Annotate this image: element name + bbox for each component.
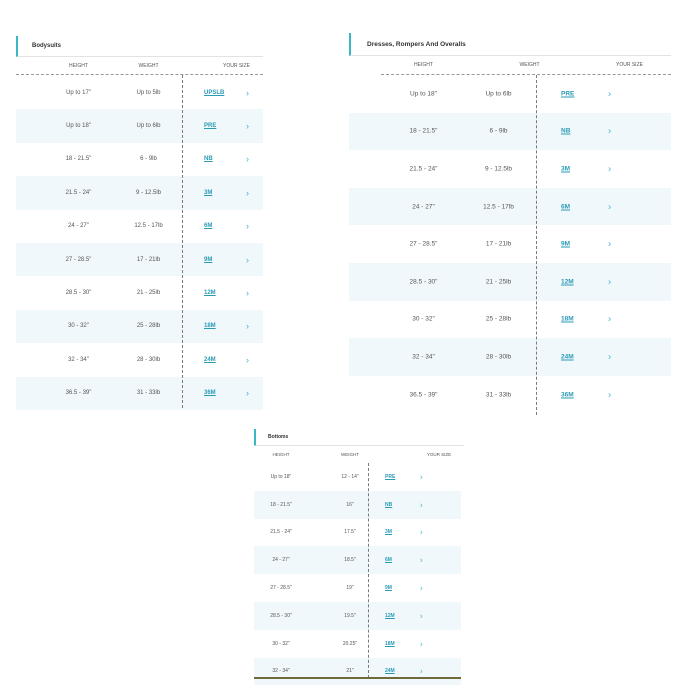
weight-cell: 17 - 21lb [136, 256, 161, 263]
chevron-right-icon[interactable]: › [246, 221, 249, 232]
weight-cell: 31 - 33lb [485, 391, 512, 399]
size-row[interactable] [16, 276, 263, 309]
height-cell: 28.5 - 30" [270, 612, 292, 619]
size-row[interactable] [349, 301, 671, 339]
weight-header: WEIGHT [341, 451, 359, 457]
column-headers [381, 56, 671, 75]
weight-cell: 21" [346, 668, 354, 675]
weight-cell: 17 - 21lb [485, 240, 512, 248]
size-row[interactable] [254, 546, 461, 574]
size-link[interactable]: 6M [204, 223, 213, 230]
weight-cell: 6 - 9lb [489, 127, 508, 135]
size-row[interactable] [254, 519, 461, 547]
height-cell: 36.5 - 39" [65, 390, 92, 397]
height-cell: Up to 18" [270, 473, 292, 480]
panel-title-text: Bottoms [268, 434, 289, 440]
height-cell: 18 - 21.5" [409, 127, 438, 135]
height-cell: 24 - 27" [272, 557, 290, 564]
weight-cell: Up to 6lb [136, 123, 161, 130]
height-cell: 27 - 28.5" [270, 585, 292, 592]
height-cell: Up to 18" [66, 123, 91, 130]
size-row[interactable] [16, 76, 263, 109]
column-divider [368, 463, 369, 678]
weight-header: WEIGHT [138, 62, 159, 69]
weight-header: WEIGHT [519, 62, 540, 68]
panel-title-text: Dresses, Rompers And Overalls [367, 40, 466, 48]
size-link[interactable]: 18M [385, 640, 395, 647]
weight-cell: 12.5 - 17lb [483, 203, 514, 211]
size-row[interactable] [254, 463, 461, 491]
column-headers [254, 446, 464, 462]
size-link[interactable]: 18M [561, 315, 574, 323]
height-cell: 30 - 32" [68, 323, 89, 330]
height-cell: 30 - 32" [412, 315, 435, 323]
chevron-right-icon[interactable]: › [246, 187, 249, 198]
size-link[interactable]: NB [385, 501, 393, 508]
column-divider [182, 75, 183, 408]
weight-cell: 21 - 25lb [136, 290, 161, 297]
panel-title [254, 429, 464, 446]
chevron-right-icon[interactable]: › [420, 583, 423, 593]
size-link[interactable]: NB [204, 156, 213, 163]
chevron-right-icon[interactable]: › [246, 288, 249, 299]
size-link[interactable]: 9M [385, 585, 392, 592]
size-link[interactable]: 6M [561, 203, 571, 211]
height-header: HEIGHT [272, 451, 290, 457]
size-row[interactable] [349, 150, 671, 188]
your-size-header: YOUR SIZE [616, 62, 643, 68]
chevron-right-icon[interactable]: › [246, 121, 249, 132]
size-row[interactable] [16, 377, 263, 410]
size-row[interactable] [349, 75, 671, 113]
chevron-right-icon[interactable]: › [246, 154, 249, 165]
height-cell: 18 - 21.5" [270, 501, 292, 508]
your-size-header: YOUR SIZE [223, 62, 250, 69]
chevron-right-icon[interactable]: › [608, 238, 612, 250]
bodysuits-panel [16, 36, 263, 408]
height-cell: 18 - 21.5" [65, 156, 92, 163]
height-cell: 24 - 27" [412, 203, 435, 211]
weight-cell: 21 - 25lb [485, 278, 512, 286]
height-cell: 21.5 - 24" [65, 189, 92, 196]
dresses-panel [349, 33, 671, 415]
height-cell: 36.5 - 39" [409, 391, 438, 399]
chevron-right-icon[interactable]: › [420, 666, 423, 676]
weight-cell: 28 - 30lb [485, 353, 512, 361]
size-link[interactable]: PRE [561, 90, 575, 98]
height-cell: 32 - 34" [68, 356, 89, 363]
size-rows [16, 76, 263, 410]
chevron-right-icon[interactable]: › [420, 500, 423, 510]
chevron-right-icon[interactable]: › [420, 555, 423, 565]
chevron-right-icon[interactable]: › [246, 321, 249, 332]
size-row[interactable] [254, 658, 461, 686]
size-row[interactable] [16, 176, 263, 209]
weight-cell: 25 - 28lb [485, 315, 512, 323]
panel-title [16, 36, 263, 57]
height-cell: 27 - 28.5" [409, 240, 438, 248]
size-link[interactable]: 12M [204, 290, 216, 297]
weight-cell: 6 - 9lb [140, 156, 157, 163]
size-link[interactable]: UPSLB [204, 89, 225, 96]
size-rows [254, 463, 461, 685]
chevron-right-icon[interactable]: › [420, 527, 423, 537]
height-header: HEIGHT [69, 62, 88, 69]
size-row[interactable] [16, 109, 263, 142]
size-row[interactable] [16, 343, 263, 376]
weight-cell: 19.5" [344, 612, 356, 619]
chevron-right-icon[interactable]: › [246, 354, 249, 365]
chevron-right-icon[interactable]: › [420, 472, 423, 482]
column-divider [536, 75, 537, 415]
your-size-header: YOUR SIZE [426, 451, 452, 457]
size-row[interactable] [349, 376, 671, 414]
weight-cell: Up to 6lb [485, 90, 512, 98]
size-link[interactable]: 18M [204, 323, 216, 330]
size-link[interactable]: 12M [561, 278, 574, 286]
size-row[interactable] [349, 225, 671, 263]
size-row[interactable] [349, 188, 671, 226]
weight-cell: 9 - 12.5lb [135, 189, 162, 196]
size-row[interactable] [16, 143, 263, 176]
weight-cell: Up to 5lb [136, 89, 161, 96]
size-link[interactable]: PRE [204, 123, 217, 130]
chevron-right-icon[interactable]: › [608, 163, 612, 175]
weight-cell: 16" [346, 501, 354, 508]
weight-cell: 12.5 - 17lb [134, 223, 163, 230]
size-link[interactable]: NB [561, 127, 571, 135]
bottoms-panel [254, 429, 464, 679]
size-row[interactable] [254, 574, 461, 602]
height-cell: 21.5 - 24" [270, 529, 292, 536]
height-cell: Up to 18" [410, 90, 437, 98]
size-row[interactable] [349, 338, 671, 376]
table-bottom-border [254, 677, 461, 679]
height-header: HEIGHT [414, 62, 433, 68]
weight-cell: 18.5" [344, 557, 356, 564]
weight-cell: 12 - 14" [341, 473, 359, 480]
weight-cell: 9 - 12.5lb [484, 165, 513, 173]
size-row[interactable] [254, 491, 461, 519]
size-link[interactable]: 24M [204, 356, 216, 363]
chevron-right-icon[interactable]: › [420, 639, 423, 649]
height-cell: 28.5 - 30" [65, 290, 92, 297]
size-rows [349, 75, 671, 413]
height-cell: Up to 17" [66, 89, 91, 96]
size-link[interactable]: PRE [385, 473, 396, 480]
height-cell: 28.5 - 30" [409, 278, 438, 286]
weight-cell: 31 - 33lb [136, 390, 161, 397]
chevron-right-icon[interactable]: › [246, 87, 249, 98]
weight-cell: 28 - 30lb [136, 356, 161, 363]
height-cell: 32 - 34" [272, 668, 290, 675]
panel-title [349, 33, 671, 56]
height-cell: 21.5 - 24" [409, 165, 438, 173]
chevron-right-icon[interactable]: › [246, 254, 249, 265]
weight-cell: 17.5" [344, 529, 356, 536]
size-row[interactable] [16, 243, 263, 276]
panel-title-text: Bodysuits [32, 43, 62, 49]
weight-cell: 20.25" [342, 640, 358, 647]
chevron-right-icon[interactable]: › [608, 313, 612, 325]
size-row[interactable] [349, 263, 671, 301]
size-link[interactable]: 36M [561, 391, 574, 399]
height-cell: 30 - 32" [272, 640, 290, 647]
size-link[interactable]: 3M [561, 165, 571, 173]
column-headers [16, 57, 263, 75]
height-cell: 24 - 27" [68, 223, 89, 230]
chevron-right-icon[interactable]: › [608, 125, 612, 137]
chevron-right-icon[interactable]: › [608, 389, 612, 401]
size-link[interactable]: 9M [204, 256, 213, 263]
size-link[interactable]: 12M [385, 612, 395, 619]
size-row[interactable] [349, 113, 671, 151]
size-row[interactable] [254, 602, 461, 630]
chevron-right-icon[interactable]: › [608, 351, 612, 363]
chevron-right-icon[interactable]: › [608, 276, 612, 288]
chevron-right-icon[interactable]: › [608, 201, 612, 213]
height-cell: 32 - 34" [412, 353, 435, 361]
size-link[interactable]: 24M [561, 353, 574, 361]
size-link[interactable]: 9M [561, 240, 571, 248]
size-row[interactable] [16, 210, 263, 243]
size-link[interactable]: 36M [204, 390, 216, 397]
weight-cell: 25 - 28lb [136, 323, 161, 330]
height-cell: 27 - 28.5" [65, 256, 92, 263]
size-link[interactable]: 24M [385, 668, 395, 675]
size-link[interactable]: 6M [385, 557, 392, 564]
weight-cell: 19" [346, 585, 354, 592]
size-link[interactable]: 3M [385, 529, 392, 536]
size-row[interactable] [254, 630, 461, 658]
chevron-right-icon[interactable]: › [608, 88, 612, 100]
chevron-right-icon[interactable]: › [420, 611, 423, 621]
size-row[interactable] [16, 310, 263, 343]
size-link[interactable]: 3M [204, 189, 213, 196]
chevron-right-icon[interactable]: › [246, 388, 249, 399]
